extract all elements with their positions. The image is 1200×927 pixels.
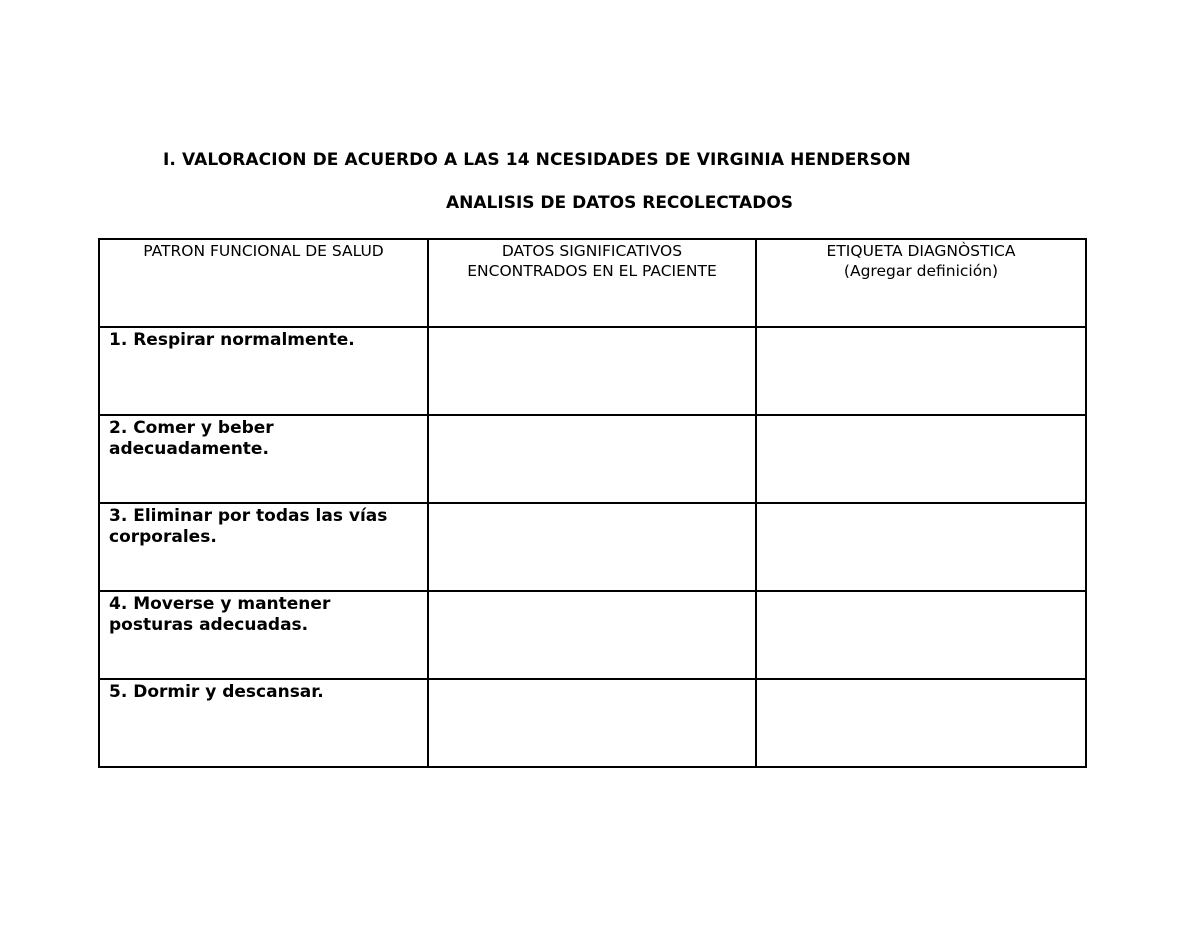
row-label: 3. Eliminar por todas las vías corporales. <box>109 506 388 547</box>
table-row <box>99 679 1086 767</box>
row-label-cell <box>99 327 428 415</box>
datos-cell[interactable] <box>428 679 756 767</box>
etiqueta-cell[interactable] <box>756 327 1086 415</box>
header-line: PATRON FUNCIONAL DE SALUD <box>143 242 384 260</box>
etiqueta-cell[interactable] <box>756 591 1086 679</box>
datos-cell[interactable] <box>428 415 756 503</box>
row-label: 1. Respirar normalmente. <box>109 330 355 350</box>
document-title: I. VALORACION DE ACUERDO A LAS 14 NCESIDADES DE VIRGINIA HENDERSON <box>163 150 911 170</box>
document-subtitle: ANALISIS DE DATOS RECOLECTADOS <box>446 193 794 213</box>
table-header-row <box>99 239 1086 327</box>
table-row <box>99 327 1086 415</box>
header-line: ETIQUETA DIAGNÒSTICA <box>826 242 1016 260</box>
datos-cell[interactable] <box>428 591 756 679</box>
table-row <box>99 503 1086 591</box>
datos-cell[interactable] <box>428 503 756 591</box>
etiqueta-cell[interactable] <box>756 503 1086 591</box>
header-patron-funcional <box>99 239 428 327</box>
header-datos-significativos <box>428 239 756 327</box>
header-etiqueta-diagnostica <box>756 239 1086 327</box>
row-label-cell <box>99 415 428 503</box>
header-line: ENCONTRADOS EN EL PACIENTE <box>467 262 717 280</box>
row-label: 4. Moverse y mantener posturas adecuadas. <box>109 594 331 635</box>
row-label-cell <box>99 591 428 679</box>
datos-cell[interactable] <box>428 327 756 415</box>
etiqueta-cell[interactable] <box>756 679 1086 767</box>
row-label-cell <box>99 679 428 767</box>
assessment-table <box>98 238 1087 768</box>
etiqueta-cell[interactable] <box>756 415 1086 503</box>
table-row <box>99 415 1086 503</box>
header-definition-note: (Agregar definición) <box>843 262 999 280</box>
row-label-cell <box>99 503 428 591</box>
header-line: DATOS SIGNIFICATIVOS <box>501 242 683 260</box>
row-label: 2. Comer y beber adecuadamente. <box>109 418 274 459</box>
table-row <box>99 591 1086 679</box>
row-label: 5. Dormir y descansar. <box>109 682 324 702</box>
